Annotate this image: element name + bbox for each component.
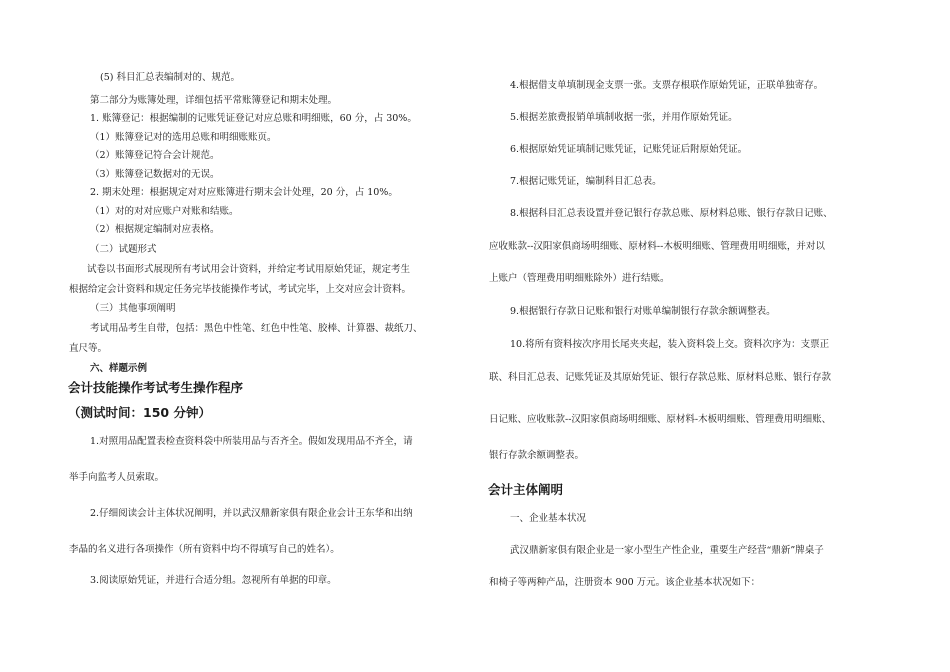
text-line: （1）账簿登记对的选用总账和明细账账页。 — [90, 132, 277, 143]
text-line: 10.将所有资料按次序用长尾夹夹起，装入资料袋上交。资料次序为：支票正 — [510, 339, 830, 350]
text-line: 举手向监考人员索取。 — [69, 472, 165, 483]
text-line: 8.根据科目汇总表设置并登记银行存款总账、原材料总账、银行存款日记账、 — [510, 208, 833, 219]
text-line: 银行存款余额调整表。 — [489, 450, 585, 461]
section-heading: 六、样题示例 — [90, 363, 148, 374]
text-line: 1. 账簿登记：根据编制的记账凭证登记对应总账和明细账，60 分，占 30%。 — [90, 113, 417, 124]
text-line: 李晶的名义进行各项操作（所有资料中均不得填写自己的姓名）。 — [69, 544, 340, 555]
text-line: 试卷以书面形式展现所有考试用会计资料，并给定考试用原始凭证，规定考生 — [87, 264, 411, 275]
section-heading: 一、企业基本状况 — [510, 513, 587, 524]
text-line: 3.阅读原始凭证，并进行合适分组。忽视所有单据的印章。 — [90, 575, 337, 586]
text-line: 7.根据记账凭证，编制科目汇总表。 — [510, 176, 662, 187]
text-line: 日记账、应收账款--汉阳家俱商场明细账、原材料-木板明细账、管理费用明细账、 — [489, 414, 832, 425]
text-line: 2.仔细阅读会计主体状况阐明，并以武汉鼎新家俱有限企业会计王东华和出纳 — [90, 508, 413, 519]
text-line: 上账户（管理费用明细账除外）进行结账。 — [489, 273, 670, 284]
text-line: 9.根据银行存款日记账和银行对账单编制银行存款余额调整表。 — [510, 306, 776, 317]
text-line: （3）账簿登记数据对的无误。 — [90, 169, 220, 180]
text-line: 5.根据差旅费报销单填制收据一张，并用作原始凭证。 — [510, 112, 738, 123]
document-title: 会计技能操作考试考生操作程序 — [68, 380, 244, 395]
section-heading: （二）试题形式 — [90, 244, 157, 255]
text-line: 直尺等。 — [69, 343, 108, 354]
test-duration: （测试时间：150 分钟） — [68, 405, 211, 420]
text-line: 4.根据借支单填制现金支票一张。支票存根联作原始凭证，正联单独寄存。 — [510, 80, 824, 91]
text-line: 武汉鼎新家俱有限企业是一家小型生产性企业，重要生产经营“鼎新”牌桌子 — [510, 545, 824, 556]
text-line: 应收账款--汉阳家俱商场明细账、原材料--木板明细账、管理费用明细账，并对以 — [489, 241, 825, 252]
text-line: 1.对照用品配置表检查资料袋中所装用品与否齐全。假如发现用品不齐全，请 — [90, 436, 413, 447]
text-line: （2）根据规定编制对应表格。 — [90, 224, 220, 235]
text-line: （1）对的对对应账户对账和结账。 — [90, 206, 239, 217]
text-line: 和椅子等两种产品，注册资本 900 万元。该企业基本状况如下： — [489, 577, 761, 588]
text-line: 6.根据原始凭证填制记账凭证，记账凭证后附原始凭证。 — [510, 144, 748, 155]
text-line: 根据给定会计资料和规定任务完毕技能操作考试，考试完毕，上交对应会计资料。 — [69, 284, 412, 295]
section-heading: （三）其他事项阐明 — [90, 303, 176, 314]
text-line: 考试用品考生自带，包括：黑色中性笔、红色中性笔、胶棒、计算器、裁纸刀、 — [90, 323, 423, 334]
text-line: 第二部分为账簿处理，详细包括平常账簿登记和期末处理。 — [90, 95, 338, 106]
text-line: （2）账簿登记符合会计规范。 — [90, 150, 220, 161]
section-title: 会计主体阐明 — [488, 482, 564, 497]
text-line: 2. 期末处理：根据规定对对应账簿进行期末会计处理，20 分，占 10%。 — [90, 187, 398, 198]
text-line: 联、科目汇总表、记账凭证及其原始凭证、银行存款总账、原材料总账、银行存款 — [489, 372, 832, 383]
text-line: (5) 科目汇总表编制对的、规范。 — [100, 72, 240, 83]
